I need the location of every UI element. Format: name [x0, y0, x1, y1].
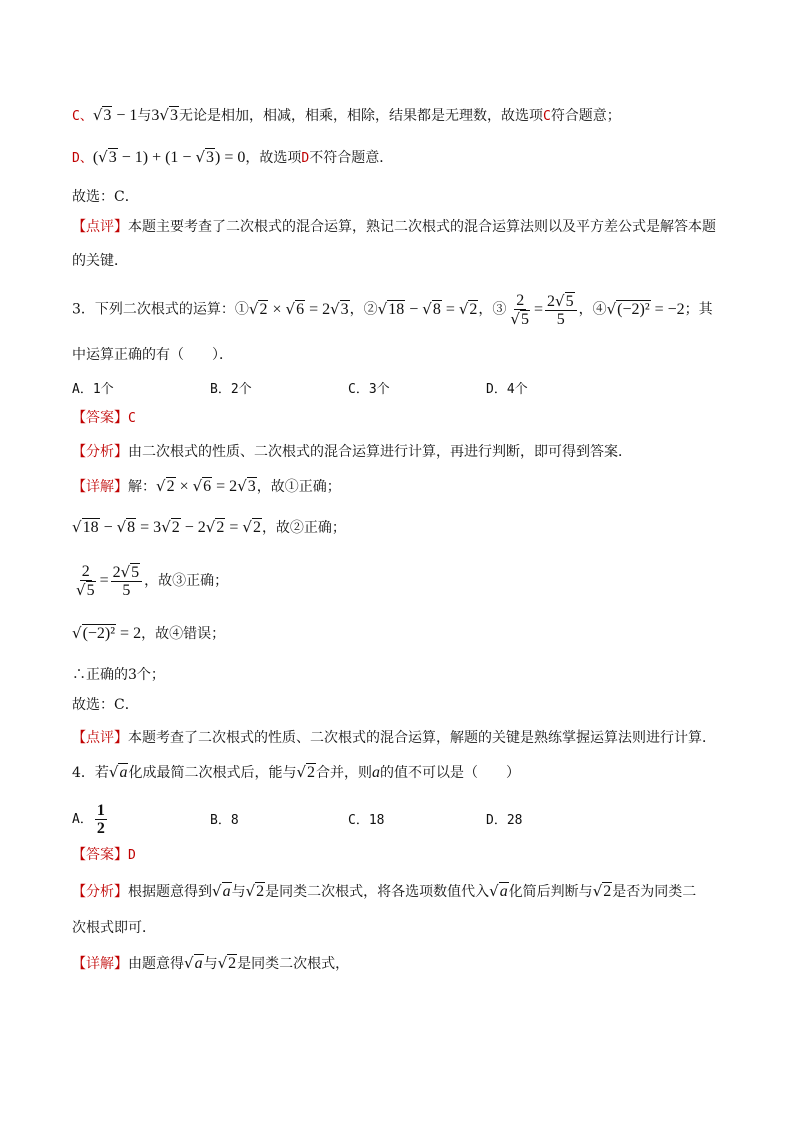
- q4-analysis: 【分析】根据题意得到 √ a 与 √ 2 是同类二次根式，将各选项数值代入 √ a 化简后判断与 √ 2 是否为同类二: [72, 882, 697, 900]
- option-d-line: D、( √ 3 − 1) + (1 − √ 3 ) = 0，故选项D不符合题意．: [72, 148, 394, 166]
- review-line-1: 【点评】本题主要考查了二次根式的混合运算，熟记二次根式的混合运算法则以及平方差公式是解答本题: [72, 219, 716, 235]
- choose-line: 故选：C．: [72, 189, 139, 205]
- math-expr: ( √ 3 − 1) + (1 − √ 3 ) = 0: [92, 148, 246, 166]
- option-c-line: C、 √ 3 − 1与3 √ 3 无论是相加，相减，相乘，相除，结果都是无理数，故选项C符合题意；: [72, 106, 621, 124]
- q3-option-d: D．4个: [486, 382, 528, 397]
- math-fraction: $\frac{1}{2}$: [96, 801, 105, 837]
- math-expr: √ 3 − 1: [92, 106, 138, 124]
- math-expr: √ 2: [217, 954, 237, 972]
- q4-detail: 【详解】由题意得 √ a 与 √ 2 是同类二次根式，: [72, 954, 350, 972]
- q3-review: 【点评】本题考查了二次根式的性质、二次根式的混合运算，解题的关键是熟练掌握运算法则进行计算．: [72, 730, 716, 746]
- math-expr: √ 18 − √ 8 = √ 2: [377, 299, 478, 318]
- math-expr: √ 2 × √ 6 = 2 √ 3: [156, 477, 256, 495]
- q3-detail-2: √ 18 − √ 8 = 3 √ 2 − 2 √ 2 = √ 2 ，故②正确；: [72, 518, 346, 536]
- q4-option-a: A． $\frac{1}{2}$: [72, 800, 109, 839]
- math-expr: √ 18 − √ 8 = 3 √ 2 − 2 √ 2 = √ 2: [72, 518, 261, 536]
- math-expr: √ 2: [296, 763, 316, 781]
- math-expr: √ (−2)² = 2: [72, 624, 142, 642]
- math-expr: √ a: [108, 763, 128, 781]
- math-expr: √ 2: [245, 882, 265, 900]
- q3-detail-1: 【详解】解： √ 2 × √ 6 = 2 √ 3 ，故①正确；: [72, 477, 341, 495]
- q3-stem-line2: 中运算正确的有（ ）．: [72, 347, 233, 363]
- q3-choose: 故选：C．: [72, 697, 139, 713]
- math-fraction: 2 √ 5 = 2 √ 5 5: [506, 301, 578, 318]
- q3-answer: 【答案】C: [72, 410, 136, 426]
- math-expr: √ (−2)² = −2: [606, 299, 685, 318]
- math-expr: √ a: [184, 954, 203, 972]
- q4-answer: 【答案】D: [72, 847, 136, 863]
- q3-option-b: B．2个: [210, 382, 252, 397]
- q4-option-d: D．28: [486, 813, 523, 828]
- q3-option-a: A．1个: [72, 382, 114, 397]
- q4-analysis-line2: 次根式即可．: [72, 920, 156, 936]
- q3-option-c: C．3个: [348, 382, 390, 397]
- math-expr: √ a: [489, 882, 508, 900]
- math-expr: √ a: [212, 882, 231, 900]
- q3-detail-4: √ (−2)² = 2，故④错误；: [72, 624, 226, 642]
- math-expr: 3 √ 3: [151, 106, 178, 124]
- math-expr: √ 2: [592, 882, 612, 900]
- review-line-2: 的关键．: [72, 253, 128, 269]
- q4-stem: 4．若 √ a 化成最简二次根式后，能与 √ 2 合并，则a的值不可以是（ ）: [72, 763, 521, 781]
- q3-stem: 3．下列二次根式的运算：① √ 2 × √ 6 = 2 √ 3 ，② √ 18 − √ 8 = √ 2 ，③ 2 √ 5 = 2 √ 5 5 ，④ √ (−2)² = −2；其: [72, 292, 713, 328]
- math-var: a: [372, 764, 381, 781]
- math-fraction: 2 √ 5 = 2 √ 5 5: [72, 572, 144, 589]
- q3-detail-3: 2 √ 5 = 2 √ 5 5 ，故③正确；: [72, 562, 228, 600]
- q4-option-b: B．8: [210, 813, 239, 828]
- q3-analysis: 【分析】由二次根式的性质、二次根式的混合运算进行计算，再进行判断，即可得到答案．: [72, 444, 632, 460]
- math-expr: √ 2 × √ 6 = 2 √ 3: [248, 299, 349, 318]
- q4-option-c: C．18: [348, 813, 385, 828]
- q3-conclusion: ∴正确的3个；: [72, 667, 165, 683]
